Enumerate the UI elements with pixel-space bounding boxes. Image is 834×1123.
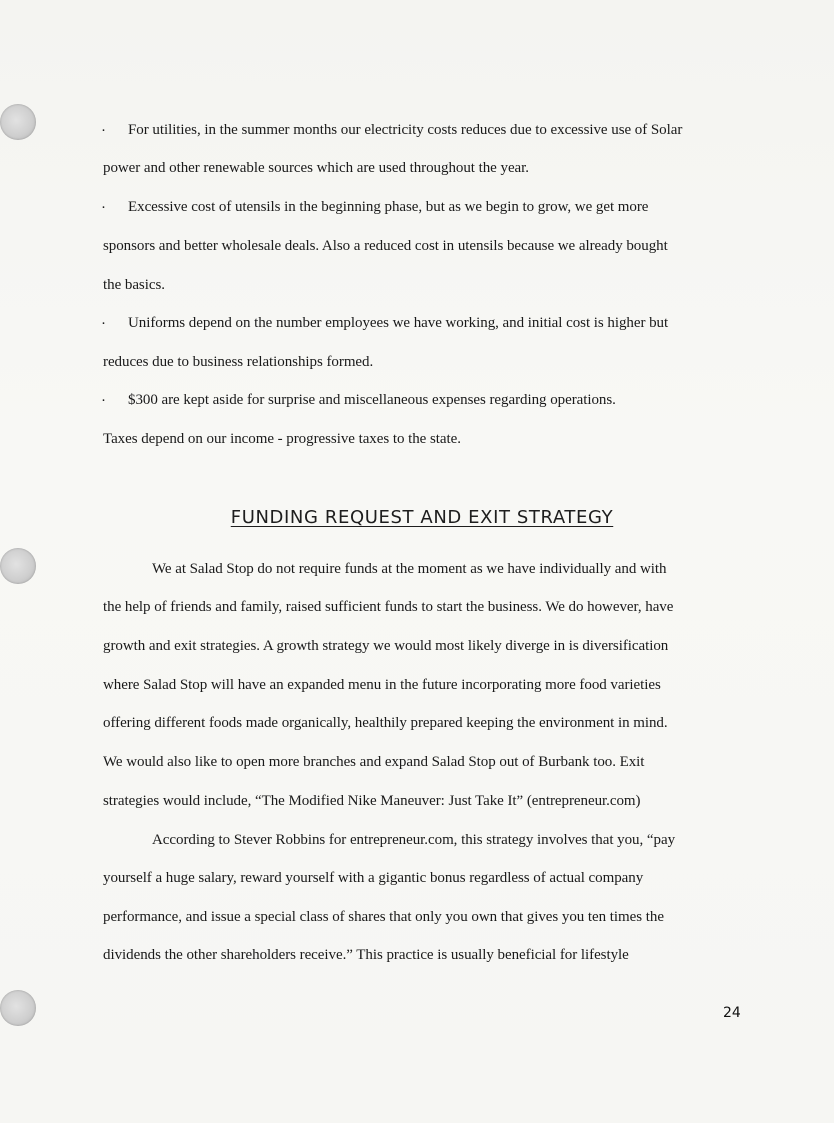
bullet-text-line: For utilities, in the summer months our electricity costs reduces due to excessive use of Solar	[128, 122, 683, 138]
taxes-line: Taxes depend on our income - progressive taxes to the state.	[103, 431, 461, 447]
bullet-text-line: the basics.	[103, 277, 165, 293]
paragraph-line: growth and exit strategies. A growth strategy we would most likely diverge in is diversification	[103, 638, 669, 654]
bullet-marker: ·	[101, 200, 106, 216]
paragraph-line: strategies would include, “The Modified Nike Maneuver: Just Take It” (entrepreneur.com)	[103, 793, 641, 809]
bullet-text-line: Uniforms depend on the number employees we have working, and initial cost is higher but	[128, 315, 669, 331]
paragraph-line: We at Salad Stop do not require funds at the moment as we have individually and with	[152, 561, 667, 577]
binder-hole	[0, 104, 36, 140]
paragraph-line: the help of friends and family, raised sufficient funds to start the business. We do however, have	[103, 599, 674, 615]
bullet-text-line: power and other renewable sources which are used throughout the year.	[103, 160, 529, 176]
bullet-marker: ·	[101, 393, 106, 409]
bullet-marker: ·	[101, 316, 106, 332]
bullet-text-line: sponsors and better wholesale deals. Also a reduced cost in utensils because we already bought	[103, 238, 668, 254]
bullet-text-line: Excessive cost of utensils in the beginning phase, but as we begin to grow, we get more	[128, 199, 649, 215]
paragraph-line: dividends the other shareholders receive.” This practice is usually beneficial for lifestyle	[103, 947, 629, 963]
paragraph-line: offering different foods made organically, healthily prepared keeping the environment in mind.	[103, 715, 668, 731]
paragraph-line: performance, and issue a special class of shares that only you own that gives you ten times the	[103, 909, 664, 925]
binder-hole	[0, 548, 36, 584]
bullet-text-line: $300 are kept aside for surprise and miscellaneous expenses regarding operations.	[128, 392, 616, 408]
paragraph-line: yourself a huge salary, reward yourself with a gigantic bonus regardless of actual company	[103, 870, 644, 886]
bullet-text-line: reduces due to business relationships formed.	[103, 354, 374, 370]
page-number: 24	[723, 1005, 741, 1021]
section-heading: FUNDING REQUEST AND EXIT STRATEGY	[230, 507, 614, 528]
paragraph-line: We would also like to open more branches and expand Salad Stop out of Burbank too. Exit	[103, 754, 645, 770]
bullet-marker: ·	[101, 123, 106, 139]
binder-hole	[0, 990, 36, 1026]
paragraph-line: According to Stever Robbins for entrepreneur.com, this strategy involves that you, “pay	[152, 832, 676, 848]
paragraph-line: where Salad Stop will have an expanded menu in the future incorporating more food varieties	[103, 677, 661, 693]
